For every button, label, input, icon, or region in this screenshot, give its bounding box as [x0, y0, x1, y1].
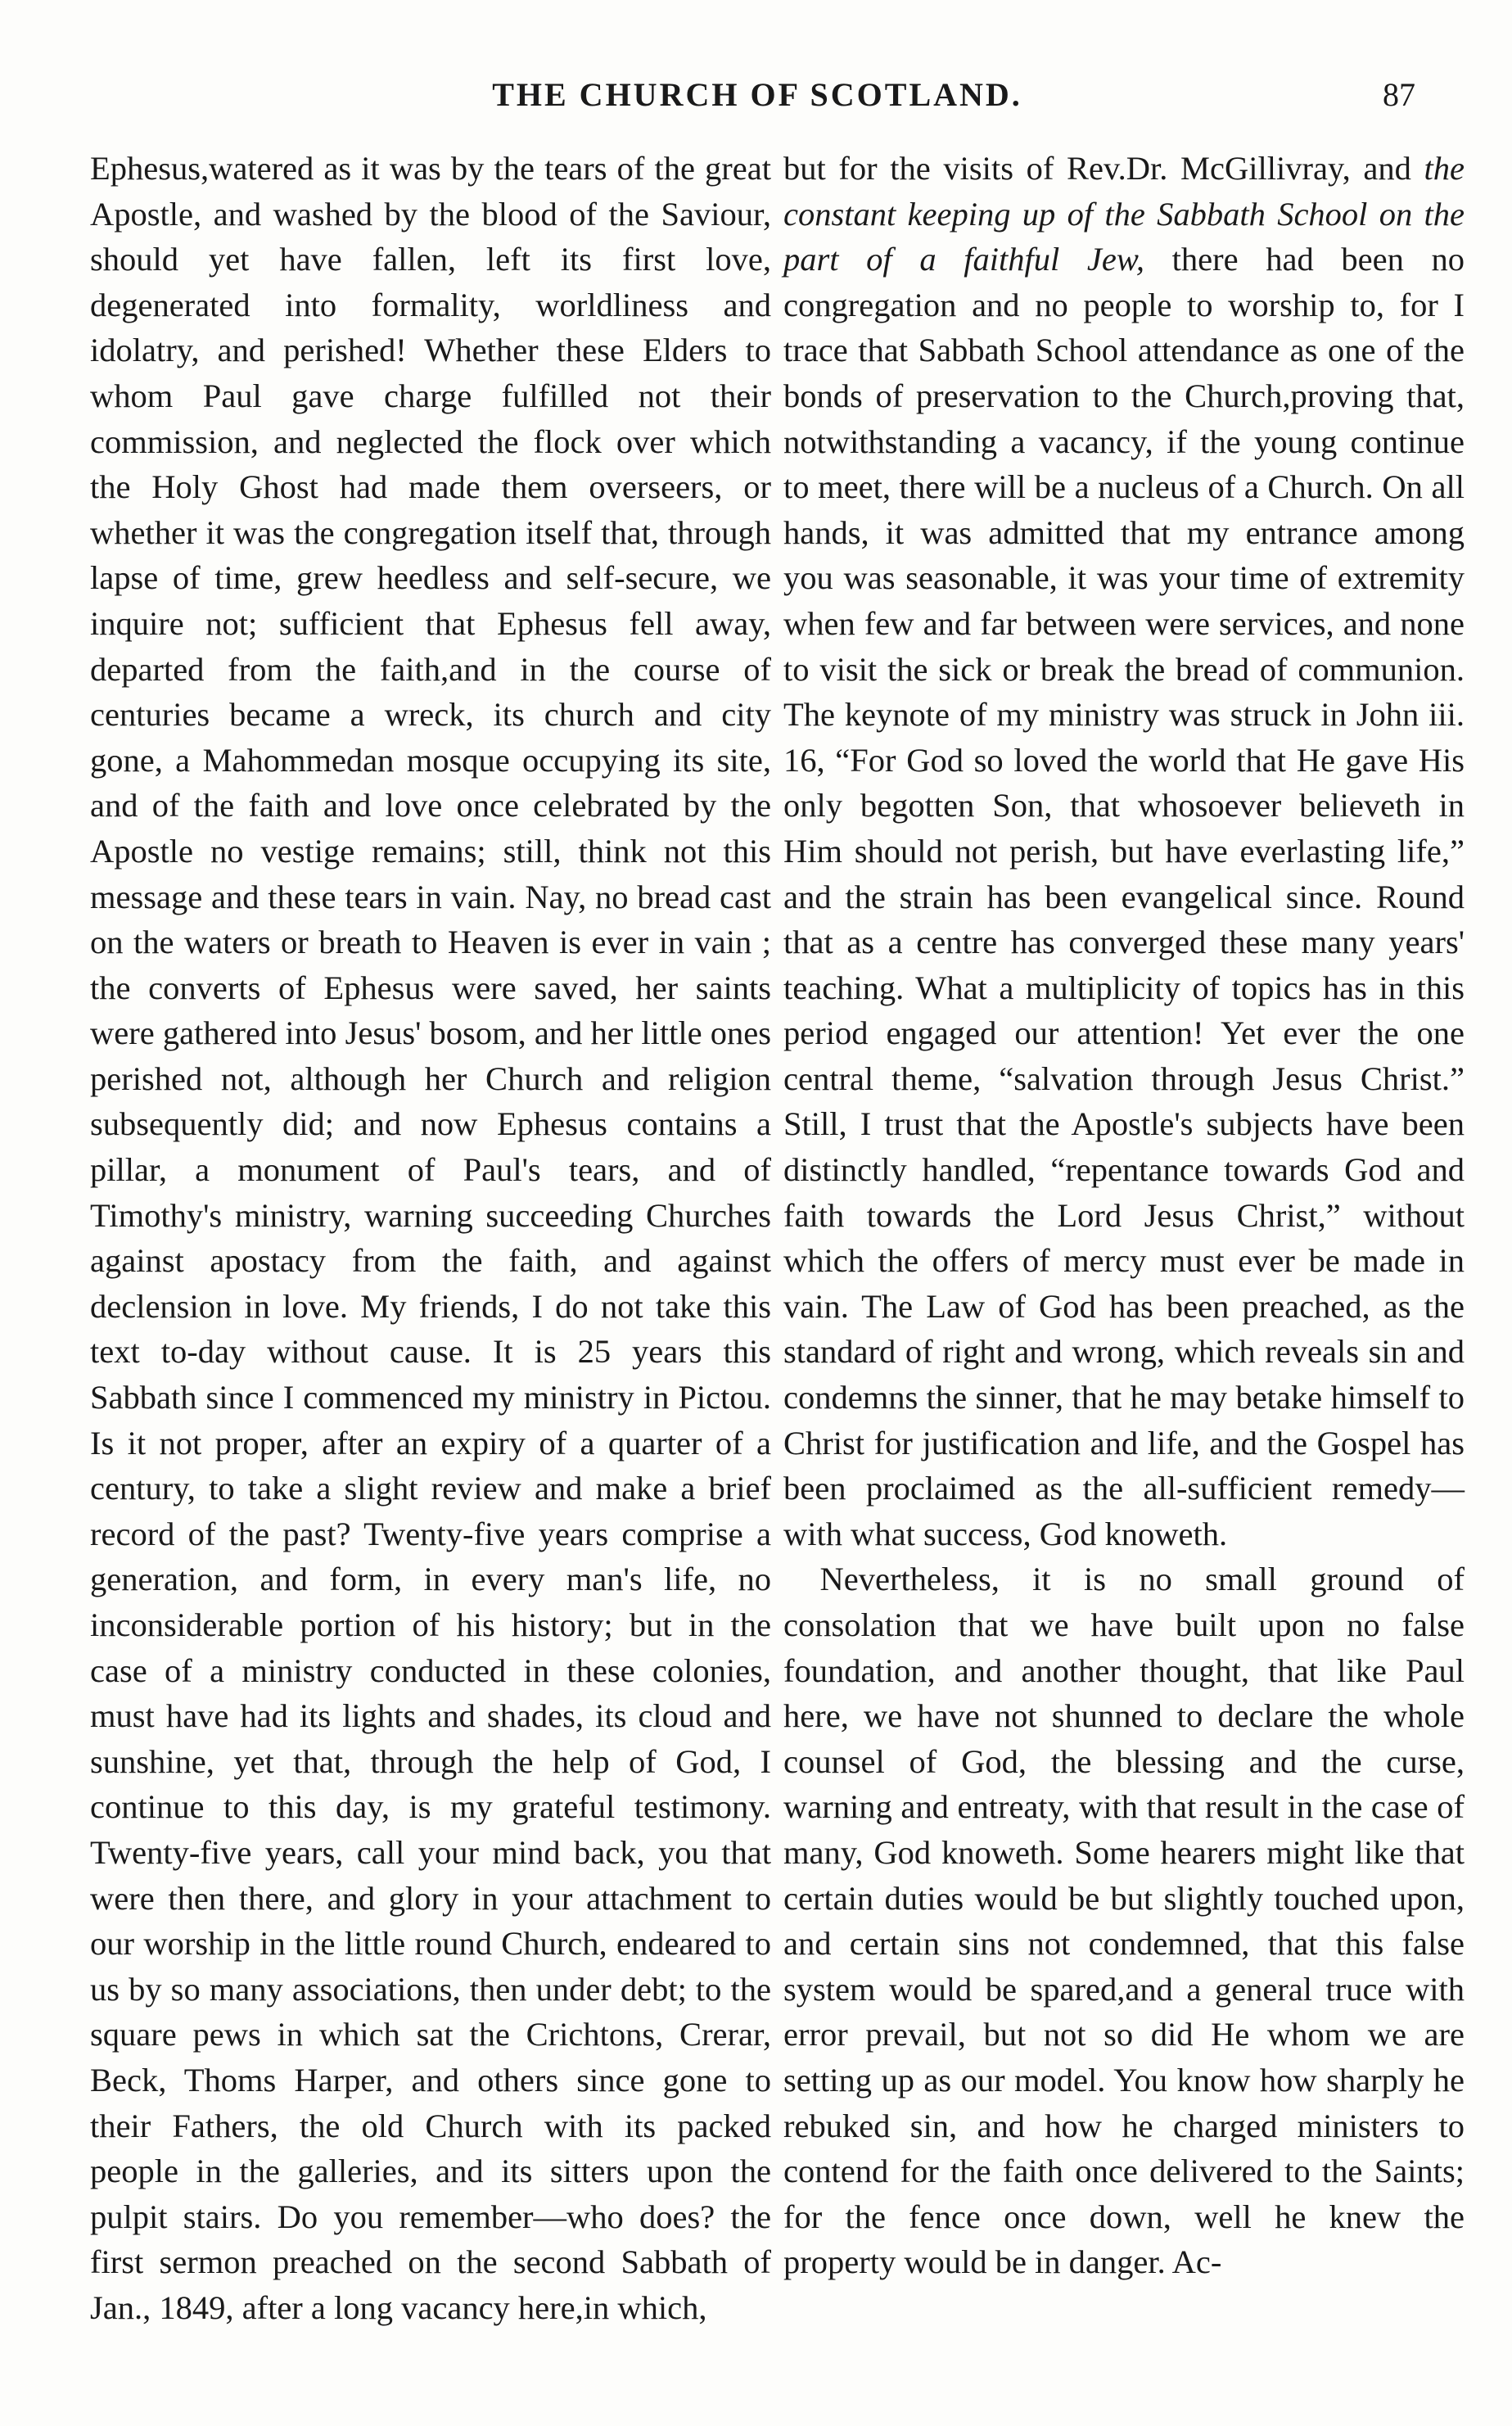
page-number: 87: [1383, 76, 1415, 113]
right-paragraph-2: Nevertheless, it is no small ground of consolation that we have built upon no false foundation, and another thought, that like Paul here, we have not shunned to declare the whole counsel of God, the blessing and the curse, warning and entreaty, with that result in the case of many, God knoweth. Some hearers might like that certain duties would be but slightly touched upon, and certain sins not condemned, that this false system would be spared,and a general truce with error prevail, but not so did He whom we are setting up as our model. You know how sharply he rebuked sin, and how he charged ministers to contend for the faith once delivered to the Saints; for the fence once down, well he knew the property would be in danger. Ac-: [783, 1561, 1465, 2281]
right-paragraph-1-italic: the constant keeping up of the Sabbath School on the part of a faithful Jew,: [783, 150, 1465, 278]
left-paragraph-1: Ephesus,watered as it was by the tears of the great Apostle, and washed by the blood of the Saviour, should yet have fallen, left its first love, degenerated into formality, worldliness and idolatry, and perished! Whether these Elders to whom Paul gave charge fulfilled not their commission, and neglected the flock over which the Holy Ghost had made them overseers, or whether it was the congregation itself that, through lapse of time, grew heedless and self-secure, we inquire not; sufficient that Ephesus fell away, departed from the faith,and in the course of centuries became a wreck, its church and city gone, a Mahommedan mosque occupying its site, and of the faith and love once celebrated by the Apostle no vestige remains; still, think not this message and these tears in vain. Nay, no bread cast on the waters or breath to Heaven is ever in vain ; the converts of Ephesus were saved, her saints were gathered into Jesus' bosom, and her little ones perished not, although her Church and religion subsequently did; and now Ephesus contains a pillar, a monument of Paul's tears, and of Timothy's ministry, warning succeeding Churches against apostacy from the faith, and against declension in love. My friends, I do not take this text to-day without cause. It is 25 years this Sabbath since I commenced my ministry in Pictou. Is it not proper, after an expiry of a quarter of a century, to take a slight review and make a brief record of the past? Twenty-five years comprise a generation, and form, in every man's life, no inconsiderable portion of his history; but in the case of a ministry conducted in these colonies, must have had its lights and shades, its cloud and sunshine, yet that, through the help of God, I continue to this day, is my grateful testimony. Twenty-five years, call your mind back, you that were then there, and glory in your attachment to our worship in the little round Church, endeared to us by so many associations, then under debt; to the square pews in which sat the Crichtons, Crerar, Beck, Thoms Harper, and others since gone to their Fathers, the old Church with its packed people in the galleries, and its sitters upon the pulpit stairs. Do you remember—who does? the first sermon preached on the second Sabbath of Jan., 1849, after a long vacancy here,in which,: [90, 150, 771, 2326]
running-title: THE CHURCH OF SCOTLAND.: [492, 76, 1022, 113]
running-head: [0, 75, 1512, 124]
right-column: [783, 146, 1465, 2285]
right-paragraph-1: [783, 146, 1465, 1556]
right-paragraph-1-start: but for the visits of Rev.Dr. McGillivray, and: [783, 150, 1424, 187]
right-paragraph-1-rest: there had been no congregation and no people to worship to, for I trace that Sabbath School attendance as one of the bonds of preservation to the Church,proving that, notwithstanding a vacancy, if the young continue to meet, there will be a nucleus of a Church. On all hands, it was admitted that my entrance among you was seasonable, it was your time of extremity when few and far between were services, and none to visit the sick or break the bread of communion. The keynote of my ministry was struck in John iii. 16, “For God so loved the world that He gave His only begotten Son, that whosoever believeth in Him should not perish, but have everlasting life,” and the strain has been evangelical since. Round that as a centre has converged these many years' teaching. What a multiplicity of topics has in this period engaged our attention! Yet ever the one central theme, “salvation through Jesus Christ.” Still, I trust that the Apostle's subjects have been distinctly handled, “repentance towards God and faith towards the Lord Jesus Christ,” without which the offers of mercy must ever be made in vain. The Law of God has been preached, as the standard of right and wrong, which reveals sin and condemns the sinner, that he may betake himself to Christ for justification and life, and the Gospel has been proclaimed as the all-sufficient remedy—with what success, God knoweth.: [783, 241, 1465, 1552]
left-column: [90, 146, 771, 2331]
